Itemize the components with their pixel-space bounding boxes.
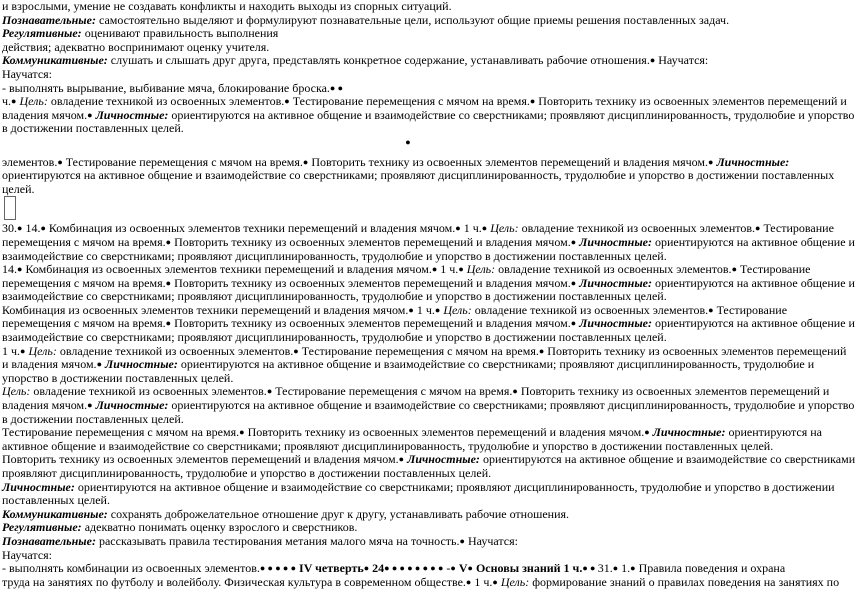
text-run: и взрослыми, умение не создавать конфликты и находить выходы из спорных ситуаций. xyxy=(2,0,452,13)
bullet-icon: ● xyxy=(284,96,290,107)
text-line xyxy=(2,549,814,563)
text-run: Повторить технику из освоенных элементов перемещений и xyxy=(535,94,847,109)
text-run: Тестирование перемещения с мячом на время. xyxy=(62,154,303,169)
text-run: 1. xyxy=(618,561,631,576)
text-run: перемещения с мячом на время. xyxy=(2,234,166,249)
text-line xyxy=(2,14,814,28)
text-run: ориентируются на активное общение и взаимодействие со сверстниками; проявляют дисциплинированность, трудолюбие и xyxy=(177,357,815,372)
text-line xyxy=(2,136,814,150)
text-run: Цель: xyxy=(25,343,57,358)
text-line xyxy=(2,290,814,304)
section-label: Коммуникативные: xyxy=(2,506,108,521)
text-run: слушать и слышать друг друга, представлять конкретное содержание, устанавливать рабочие отношения. xyxy=(107,53,650,68)
text-line xyxy=(2,94,847,109)
text-run: Комбинация из освоенных элементов техники перемещений и владения мячом. xyxy=(45,221,456,236)
bullet-icon: ● xyxy=(529,96,536,107)
text-run: владения мячом. xyxy=(2,107,88,122)
section-label: Регулятивные: xyxy=(2,26,82,41)
text-run: Тестирование перемещения с мячом на время. xyxy=(272,384,513,399)
text-run: 14. xyxy=(22,221,41,236)
text-line xyxy=(2,398,855,413)
text-run: и владения мячом. xyxy=(2,357,97,372)
text-run: овладение техникой из освоенных элементов. xyxy=(30,384,267,399)
text-run: самостоятельно выделяют и формулируют познавательные цели, используют общие приемы решения поставленных задач. xyxy=(95,12,730,27)
text-run: Повторить технику из освоенных элементов перемещений и xyxy=(517,384,830,399)
text-line xyxy=(2,263,814,277)
section-label: Личностные: xyxy=(102,357,178,372)
text-run: сохранять доброжелательное отношение друг к другу, устанавливать рабочие отношения. xyxy=(107,506,570,521)
bullet-icon: ● xyxy=(165,236,172,247)
text-run: ориентируются на активное общение и xyxy=(652,316,855,331)
text-line xyxy=(2,54,814,68)
text-line xyxy=(2,535,814,549)
text-run: Основы знаний 1 ч. xyxy=(472,561,583,576)
text-run: адекватно понимать оценку взрослого и сверстников. xyxy=(81,520,358,535)
text-run: ориентируются на активное общение и взаимодействие со сверстниками; проявляют дисциплинированность, трудолюбие и упорство в достижении поставленных xyxy=(2,168,835,183)
text-run: ориентируются на активное общение и взаимодействие со сверстниками; проявляют дисциплинированность, трудолюбие и упорство xyxy=(168,398,855,413)
bullet-icon: ● xyxy=(649,55,656,66)
bullet-icon: ● xyxy=(431,264,438,275)
text-run: 1 ч. xyxy=(471,574,493,589)
bullet-icon: ● xyxy=(20,345,26,356)
bullet-icon: ● xyxy=(405,136,411,147)
text-line xyxy=(2,68,814,82)
section-label: Личностные: xyxy=(576,275,652,290)
text-run: Тестирование перемещения с мячом на время. xyxy=(2,425,240,440)
section-label: Регулятивные: xyxy=(2,520,82,535)
text-line xyxy=(2,221,834,236)
text-run: перемещения с мячом на время. xyxy=(2,275,166,290)
bullet-icon: ● xyxy=(538,345,545,356)
text-run: 1 ч. xyxy=(460,221,482,236)
text-line xyxy=(2,494,814,508)
text-run: взаимодействие со сверстниками; проявляют дисциплинированность, трудолюбие и упорство в достижении поставленных целей. xyxy=(2,289,667,304)
text-line xyxy=(2,196,814,222)
text-line xyxy=(2,384,830,399)
text-run: Повторить технику из освоенных элементов перемещений и владения мячом. xyxy=(308,154,708,169)
text-run: 14. xyxy=(2,262,17,277)
text-run: в достижении поставленных целей. xyxy=(2,121,184,136)
text-line xyxy=(2,343,847,359)
text-run: рассказывать правила тестирования метания малого мяча на точность. xyxy=(95,533,460,548)
bullet-icon: ● xyxy=(512,386,518,397)
text-line xyxy=(2,425,822,440)
text-line xyxy=(2,331,814,345)
section-label: Личностные: xyxy=(404,452,480,467)
text-line xyxy=(2,452,855,467)
text-run: - выполнять комбинации из освоенных элементов. xyxy=(2,561,260,576)
text-line xyxy=(2,574,840,589)
bullet-icon: ● xyxy=(450,563,456,574)
text-line xyxy=(2,156,814,170)
text-run: V xyxy=(455,561,468,576)
bullet-icon: ● xyxy=(492,576,498,587)
text-run: овладение техникой из освоенных элементов. xyxy=(56,343,294,358)
text-run: Цель: xyxy=(16,94,48,109)
text-run: Комбинация из освоенных элементов техники перемещений и владения мячом. xyxy=(22,262,432,277)
text-run: Повторить технику из освоенных элементов перемещений и владения мячом. xyxy=(171,234,571,249)
text-run: овладение техникой из освоенных элементов. xyxy=(518,221,755,236)
bullet-icon: ● xyxy=(87,400,93,411)
bullet-icon: ● xyxy=(40,223,46,234)
bullet-icon: ● xyxy=(644,427,650,438)
text-line xyxy=(2,234,855,250)
bullet-icon: ● xyxy=(266,386,273,397)
bullet-icon: ● xyxy=(582,563,588,574)
text-run: 1 ч. xyxy=(437,262,459,277)
text-run: Повторить технику из освоенных элементов перемещений и владения мячом. xyxy=(171,316,571,331)
bullet-icon: ● xyxy=(458,264,464,275)
text-run: в достижении поставленных целей. xyxy=(2,411,184,426)
text-run: формирование знаний о правилах поведения на занятиях по xyxy=(529,574,840,589)
text-run: поставленных целей. xyxy=(2,493,110,508)
bullet-icon: ● xyxy=(434,304,441,315)
section-label: Личностные: xyxy=(576,316,652,331)
section-label: Личностные: xyxy=(92,107,169,122)
text-run: Научатся: xyxy=(655,53,709,68)
text-run: ориентируются на активное общение и xyxy=(652,275,855,290)
bullet-icon: ● xyxy=(612,563,619,574)
text-run: Тестирование перемещения с мячом на время. xyxy=(298,343,539,358)
text-run: взаимодействие со сверстниками; проявляют дисциплинированность, трудолюбие и упорство в достижении поставленных целей. xyxy=(2,330,667,345)
bullet-icon: ● xyxy=(630,563,636,574)
text-line xyxy=(2,27,814,41)
bullet-icon: ● xyxy=(755,223,761,234)
text-line xyxy=(2,183,814,197)
section-label: Коммуникативные: xyxy=(2,53,108,68)
text-line xyxy=(2,479,835,495)
bullet-icon: ● xyxy=(587,563,598,574)
text-line xyxy=(2,41,814,55)
text-run: Повторить технику из освоенных элементов перемещений и владения мячом. xyxy=(171,275,571,290)
text-run: 31. xyxy=(597,561,613,576)
bullet-icon: ● xyxy=(465,576,472,587)
text-run: перемещения с мячом на время. xyxy=(2,316,166,331)
text-line xyxy=(2,168,835,183)
text-run: Правила поведения и охрана xyxy=(635,561,786,576)
text-line xyxy=(2,82,814,96)
bullet-icon: ● xyxy=(17,223,23,234)
bullet-icon: ● xyxy=(165,318,172,329)
text-run: Комбинация из освоенных элементов техники перемещений и владения мячом. xyxy=(2,302,409,317)
text-line xyxy=(2,562,814,576)
text-run: IV четверть xyxy=(296,561,364,576)
text-line xyxy=(2,440,814,454)
text-run: целей. xyxy=(2,181,35,196)
text-run: ориентируются на активное общение и xyxy=(652,234,855,249)
section-label: Познавательные: xyxy=(2,12,96,27)
text-run: 30. xyxy=(2,221,17,236)
bullet-icon: ● xyxy=(570,236,577,247)
text-line xyxy=(2,316,855,331)
text-run: ориентируются на активное общение и взаимодействие со сверстниками; проявляют дисциплинированность, трудолюбие и упорство в достижении xyxy=(74,479,835,494)
text-line xyxy=(2,413,814,427)
text-line xyxy=(2,0,814,14)
bullet-icon: ● xyxy=(239,427,245,438)
text-line xyxy=(2,122,814,136)
text-run: - выполнять вырывание, выбивание мяча, блокирование броска. xyxy=(2,80,330,95)
bullet-icon: ● ● ● ● ● xyxy=(259,563,297,574)
text-line xyxy=(2,304,814,318)
text-run: Цель: xyxy=(440,302,472,317)
text-line xyxy=(2,372,814,386)
text-line xyxy=(2,467,814,481)
text-run: действия; адекватно воспринимают оценку учителя. xyxy=(2,39,270,54)
text-line xyxy=(2,521,814,535)
text-run: активное общение и взаимодействие со сверстниками; проявляют дисциплинированность, трудолюбие и упорство в достижении поставленных целей. xyxy=(2,438,774,453)
text-run: - xyxy=(443,561,451,576)
bullet-icon: ● xyxy=(17,264,23,275)
text-run: Тестирование xyxy=(737,262,811,277)
text-run: овладение техникой из освоенных элементов. xyxy=(47,94,285,109)
text-run: Цель: xyxy=(487,221,519,236)
text-line xyxy=(2,358,814,372)
bullet-icon: ● xyxy=(731,264,737,275)
text-run: овладение техникой из освоенных элементов. xyxy=(495,262,732,277)
bullet-icon: ● xyxy=(87,109,93,120)
bullet-icon: ● xyxy=(384,563,390,574)
text-run: овладение техникой из освоенных элементов. xyxy=(471,302,709,317)
text-run: Научатся: xyxy=(2,547,53,562)
text-run: упорство в достижении поставленных целей. xyxy=(2,370,234,385)
text-run: Научатся: xyxy=(464,533,518,548)
bullet-icon: ● ● xyxy=(329,82,344,93)
empty-cell-box xyxy=(4,196,16,220)
bullet-icon: ● xyxy=(11,96,17,107)
text-run: Повторить технику из освоенных элементов перемещений xyxy=(544,343,847,358)
bullet-icon: ● xyxy=(481,223,488,234)
section-label: Личностные: xyxy=(2,479,75,494)
bullet-icon: ● xyxy=(708,304,714,315)
bullet-icon: ● xyxy=(398,454,405,465)
text-run: Цель: xyxy=(497,574,530,589)
section-label: Познавательные: xyxy=(2,533,96,548)
text-line xyxy=(2,107,855,123)
bullet-icon: ● xyxy=(570,318,577,329)
text-run: проявляют дисциплинированность, трудолюбие и упорство в достижении поставленных целей. xyxy=(2,466,492,480)
bullet-icon: ● xyxy=(708,156,714,167)
bullet-icon: ● xyxy=(467,563,473,574)
text-run: ч. xyxy=(2,94,12,109)
bullet-icon: ● xyxy=(408,304,414,315)
text-run: Тестирование перемещения с мячом на время. xyxy=(289,94,530,109)
text-run: ориентируются на активное общение и взаимодействие со сверстниками; проявляют дисциплинированность, трудолюбие и упорство xyxy=(168,107,855,122)
text-line xyxy=(2,250,814,264)
bullet-icon: ● xyxy=(57,156,63,167)
bullet-icon: ● ● ● ● ● ● ● xyxy=(389,563,444,574)
text-run: взаимодействие со сверстниками; проявляют дисциплинированность, трудолюбие и упорство в достижении поставленных целей. xyxy=(2,248,667,263)
section-label: Личностные: xyxy=(649,425,726,440)
bullet-icon: ● xyxy=(459,535,465,546)
text-run: ориентируются на xyxy=(725,425,822,440)
bullet-icon: ● xyxy=(96,359,102,370)
section-label: Личностные: xyxy=(576,234,652,249)
text-line xyxy=(2,275,855,291)
text-run: Тестирование xyxy=(713,302,788,317)
bullet-icon: ● xyxy=(293,345,299,356)
bullet-icon: ● xyxy=(302,156,309,167)
text-run: элементов. xyxy=(2,154,58,169)
text-run: оценивают правильность выполнения xyxy=(81,26,279,41)
section-label: Личностные: xyxy=(713,154,790,169)
section-label: Личностные: xyxy=(92,398,169,413)
text-run: ориентируются на активное общение и взаимодействие со сверстниками xyxy=(479,452,855,467)
text-run: Повторить технику из освоенных элементов перемещений и владения мячом. xyxy=(244,425,645,440)
text-run: труда на занятиях по футболу и волейболу. Физическая культура в современном обществе. xyxy=(2,574,466,589)
text-run: 24 xyxy=(369,561,385,576)
text-run: Повторить технику из освоенных элементов перемещений и владения мячом. xyxy=(2,452,399,467)
text-line xyxy=(2,508,814,522)
bullet-icon: ● xyxy=(455,223,461,234)
text-run: Цель: xyxy=(463,262,496,277)
text-run: 1 ч. xyxy=(413,302,435,317)
bullet-icon: ● xyxy=(570,277,577,288)
bullet-icon: ● xyxy=(165,277,172,288)
text-run: Тестирование xyxy=(760,221,834,236)
text-run: 1 ч. xyxy=(2,343,21,358)
text-run: Цель: xyxy=(2,384,31,399)
bullet-icon: ● xyxy=(363,563,370,574)
text-run: владения мячом. xyxy=(2,398,88,413)
text-run: Научатся: xyxy=(2,66,53,81)
